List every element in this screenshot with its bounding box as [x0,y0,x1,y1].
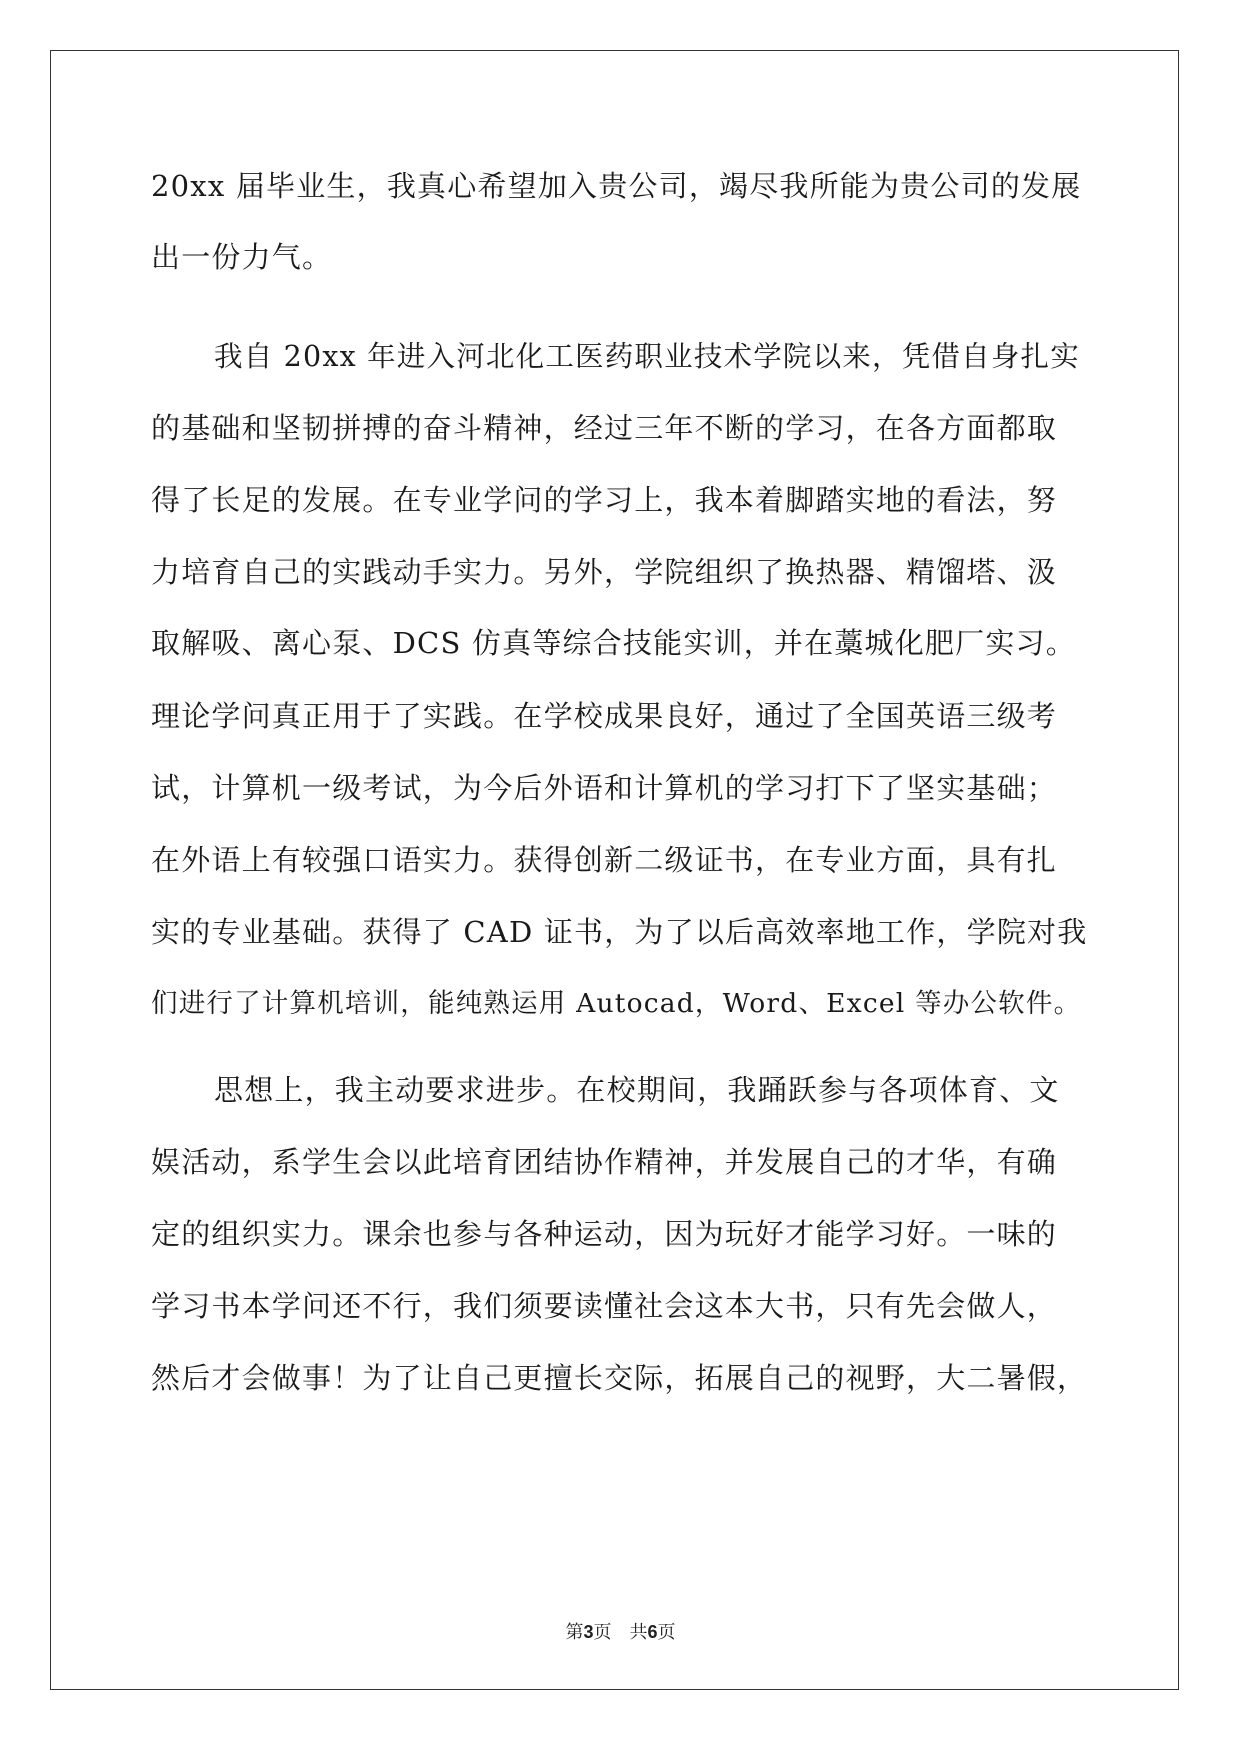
text-line: 力培育自己的实践动手实力。另外，学院组织了换热器、精馏塔、汲 [151,555,1058,589]
total-suffix: 页 [657,1622,676,1643]
text-line: 在外语上有较强口语实力。获得创新二级证书，在专业方面，具有扎 [151,843,1058,877]
text-line: 实的专业基础。获得了 CAD 证书，为了以后高效率地工作，学院对我 [151,915,1088,949]
text-line: 理论学问真正用于了实践。在学校成果良好，通过了全国英语三级考 [151,699,1058,733]
total-prefix: 共 [629,1622,648,1643]
paragraph-first-line: 思想上，我主动要求进步。在校期间，我踊跃参与各项体育、文 [214,1073,1060,1107]
paragraph-first-line: 我自 20xx 年进入河北化工医药职业技术学院以来，凭借自身扎实 [214,340,1080,373]
text-line: 然后才会做事！为了让自己更擅长交际，拓展自己的视野，大二暑假， [151,1361,1088,1395]
page-suffix: 页 [593,1622,612,1643]
text-line: 取解吸、离心泵、DCS 仿真等综合技能实训，并在藁城化肥厂实习。 [151,626,1076,660]
text-line: 试，计算机一级考试，为今后外语和计算机的学习打下了坚实基础； [151,771,1058,805]
page-footer [0,1618,1241,1644]
text-line: 学习书本学问还不行，我们须要读懂社会这本大书，只有先会做人， [151,1289,1058,1323]
page-prefix: 第 [565,1622,584,1643]
total-pages: 6 [647,1622,658,1642]
page-number: 3 [583,1622,594,1642]
text-line: 20xx 届毕业生，我真心希望加入贵公司，竭尽我所能为贵公司的发展 [151,169,1082,203]
text-line: 娱活动，系学生会以此培育团结协作精神，并发展自己的才华，有确 [151,1145,1058,1179]
text-line: 的基础和坚韧拼搏的奋斗精神，经过三年不断的学习，在各方面都取 [151,411,1058,445]
text-line: 定的组织实力。课余也参与各种运动，因为玩好才能学习好。一味的 [151,1217,1058,1251]
text-line: 得了长足的发展。在专业学问的学习上，我本着脚踏实地的看法，努 [151,483,1058,517]
text-line: 出一份力气。 [151,240,333,274]
text-line: 们进行了计算机培训，能纯熟运用 Autocad，Word、Excel 等办公软件。 [151,988,1082,1019]
